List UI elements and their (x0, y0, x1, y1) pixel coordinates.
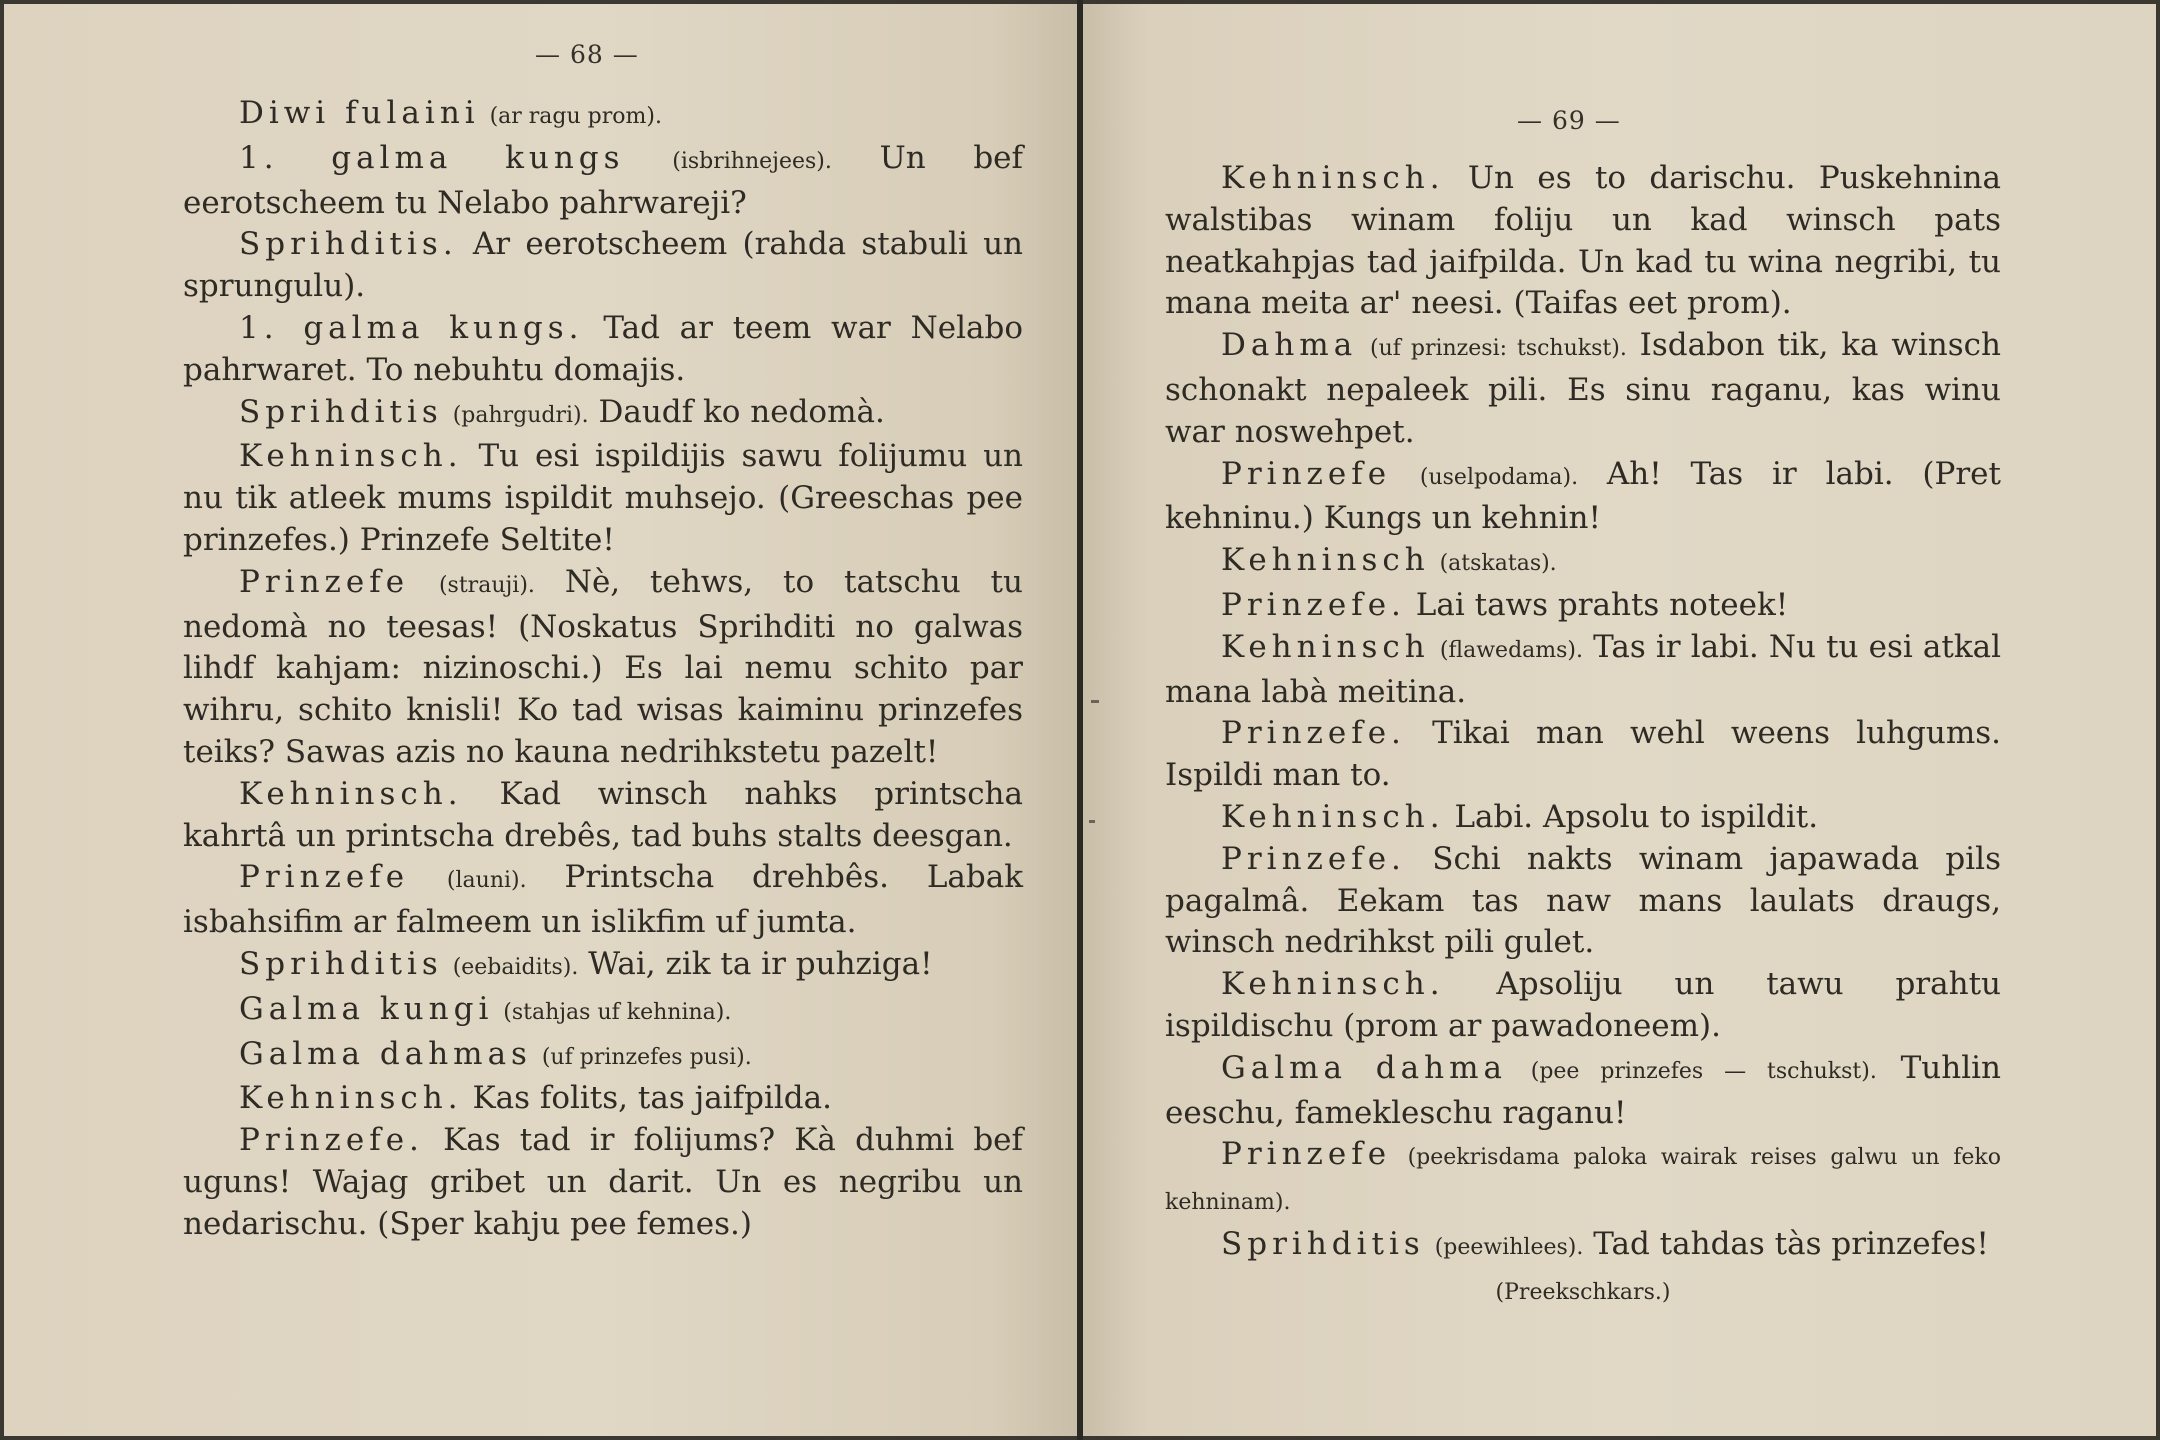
dialogue-text: Un es to darischu. Puskehnina walstibas winam foliju un kad winsch pats neatkahpjas tad jaifpilda. Un kad tu wina negribi, tu mana meita ar' neesi. (Taifas eet prom). (1165, 160, 2001, 322)
dialogue-text: Ah! Tas ir labi. (Pret kehninu.) Kungs un kehnin! (1165, 455, 2001, 537)
speaker-name: Kehninsch. (1221, 160, 1445, 196)
dialogue-text: Daudf ko nedomà. (598, 393, 885, 430)
speaker-name: Dahma (1221, 327, 1358, 364)
dialogue-paragraph (183, 944, 1023, 989)
dialogue-text: Un bef eerotscheem tu Nelabo pahrwareji? (183, 139, 1024, 221)
dialogue-paragraph (183, 989, 1023, 1034)
dialogue-text: Isdabon tik, ka winsch schonakt nepaleek pili. Es sinu raganu, kas winu war noswehpet. (1165, 327, 2001, 450)
stage-direction: (peekrisdama paloka wairak reises galwu un feko kehninam). (1165, 1145, 2001, 1216)
dialogue-text: Tikai man wehl weens luhgums. Ispildi man to. (1165, 715, 2001, 794)
dialogue-text: Tad ar teem war Nelabo pahrwaret. To nebuhtu domajis. (183, 309, 1023, 388)
dialogue-paragraph (183, 1078, 1023, 1120)
speaker-name: Diwi fulaini (239, 95, 480, 131)
dialogue-paragraph (1165, 839, 2001, 964)
page-speck (1089, 820, 1095, 823)
dialogue-text: Schi nakts winam japawada pils pagalmâ. Eekam tas naw mans laulats draugs, winsch nedrihkst pili gulet. (1165, 840, 2001, 961)
speaker-name: Kehninsch. (239, 775, 463, 812)
speaker-name: Prinzefe. (1221, 840, 1406, 877)
speaker-name: Kehninsch (1221, 628, 1430, 665)
speaker-name: Kehninsch. (239, 1080, 463, 1117)
stage-direction: (isbrihnejees). (672, 148, 832, 174)
stage-direction: (uf prinzefes pusi). (541, 1044, 752, 1070)
stage-direction: (uf prinzesi: tschukst). (1370, 336, 1627, 362)
dialogue-paragraph (1165, 1048, 2001, 1135)
dialogue-paragraph (183, 774, 1023, 858)
stage-direction: (uselpodama). (1419, 464, 1579, 490)
speaker-name: Prinzefe (1221, 1136, 1392, 1173)
dialogue-text: Nè, tehws, to tatschu tu nedomà no teesas! (Noskatus Sprihditi no galwas lihdf kahjam: nizinoschi.) Es lai nemu schito par wihru, schito knisli! Ko tad wisas kaiminu prinzefes teiks? Sawas azis no kauna nedrihkstetu pazelt! (183, 563, 1023, 770)
speaker-name: Prinzefe (1221, 455, 1392, 492)
dialogue-text: Lai taws prahts noteek! (1415, 586, 1789, 623)
speaker-name: Prinzefe. (1221, 715, 1406, 752)
dialogue-paragraph (183, 138, 1023, 225)
left-page-number: — 68 — (535, 40, 639, 69)
speaker-name: Kehninsch (1221, 542, 1430, 579)
dialogue-paragraph (1165, 540, 2001, 585)
right-page-text (1165, 158, 2001, 1314)
speaker-name: Sprihditis (1221, 1225, 1425, 1262)
speaker-name: Prinzefe. (239, 1122, 424, 1159)
stage-direction: (strauji). (438, 572, 535, 598)
dialogue-paragraph (1165, 1269, 2001, 1314)
stage-direction: (Preekschkars.) (1495, 1279, 1671, 1305)
stage-direction: (atskatas). (1439, 551, 1557, 577)
speaker-name: Galma dahmas (239, 1035, 532, 1072)
stage-direction: (flawedams). (1439, 637, 1583, 663)
speaker-name: Galma kungi (239, 990, 494, 1027)
dialogue-paragraph (183, 436, 1023, 561)
dialogue-paragraph (1165, 1134, 2001, 1224)
speaker-name: Kehninsch. (1221, 966, 1445, 1003)
stage-direction: (launi). (446, 868, 527, 894)
dialogue-text: Labi. Apsolu to ispildit. (1454, 798, 1819, 835)
speaker-name: Kehninsch. (239, 438, 463, 475)
dialogue-paragraph (183, 392, 1023, 437)
dialogue-paragraph (183, 1034, 1023, 1079)
dialogue-paragraph (1165, 585, 2001, 627)
dialogue-text: Ar eerotscheem (rahda stabuli un sprungulu). (183, 226, 1023, 305)
page-speck (1091, 700, 1099, 703)
stage-direction: (eebaidits). (452, 954, 579, 980)
dialogue-paragraph (1165, 627, 2001, 714)
dialogue-paragraph (1165, 1224, 2001, 1269)
speaker-name: Sprihditis (239, 393, 443, 430)
dialogue-text: Tuhlin eeschu, famekleschu raganu! (1165, 1049, 2001, 1131)
dialogue-paragraph (183, 562, 1023, 774)
dialogue-paragraph (183, 224, 1023, 308)
dialogue-paragraph (1165, 713, 2001, 797)
dialogue-paragraph (183, 857, 1023, 944)
dialogue-text: Tad tahdas tàs prinzefes! (1593, 1225, 1989, 1262)
stage-direction: (pee prinzefes — tschukst). (1530, 1058, 1877, 1084)
dialogue-text: Kas tad ir folijums? Kà duhmi bef uguns! Wajag gribet un darit. Un es negribu un nedarischu. (Sper kahju pee femes.) (183, 1122, 1023, 1242)
dialogue-text: Wai, zik ta ir puhziga! (588, 945, 933, 982)
speaker-name: Prinzefe. (1221, 586, 1406, 623)
right-page-number: — 69 — (1517, 106, 1621, 135)
left-page-text (183, 93, 1023, 1246)
dialogue-text: Kad winsch nahks printscha kahrtâ un printscha drebês, tad buhs stalts deesgan. (183, 775, 1023, 854)
speaker-name: Kehninsch. (1221, 798, 1445, 835)
speaker-name: Prinzefe (239, 563, 410, 600)
speaker-name: 1. galma kungs (239, 139, 625, 176)
dialogue-paragraph (1165, 454, 2001, 541)
dialogue-paragraph (1165, 797, 2001, 839)
dialogue-text: Printscha drehbês. Labak isbahsifim ar falmeem un islikfim uf jumta. (183, 859, 1024, 941)
stage-direction: (stahjas uf kehnina). (503, 999, 732, 1025)
dialogue-text: Apsoliju un tawu prahtu ispildischu (prom ar pawadoneem). (1165, 966, 2001, 1044)
speaker-name: Sprihditis. (239, 226, 458, 263)
speaker-name: Prinzefe (239, 859, 410, 896)
speaker-name: 1. galma kungs. (239, 309, 584, 346)
dialogue-paragraph (1165, 964, 2001, 1048)
stage-direction: (pahrgudri). (452, 402, 589, 428)
dialogue-text: Tu esi ispildijis sawu folijumu un nu tik atleek mums ispildit muhsejo. (Greeschas pee prinzefes.) Prinzefe Seltite! (183, 438, 1024, 558)
stage-direction: (peewihlees). (1434, 1234, 1584, 1260)
dialogue-paragraph (1165, 158, 2001, 325)
dialogue-paragraph (183, 1120, 1023, 1245)
dialogue-text: Kas folits, tas jaifpilda. (472, 1080, 832, 1117)
dialogue-text: Tas ir labi. Nu tu esi atkal mana labà meitina. (1165, 628, 2002, 710)
dialogue-paragraph (183, 93, 1023, 138)
speaker-name: Galma dahma (1221, 1049, 1507, 1086)
speaker-name: Sprihditis (239, 945, 443, 982)
dialogue-paragraph (1165, 325, 2001, 453)
stage-direction: (ar ragu prom). (489, 104, 662, 129)
dialogue-paragraph (183, 308, 1023, 392)
